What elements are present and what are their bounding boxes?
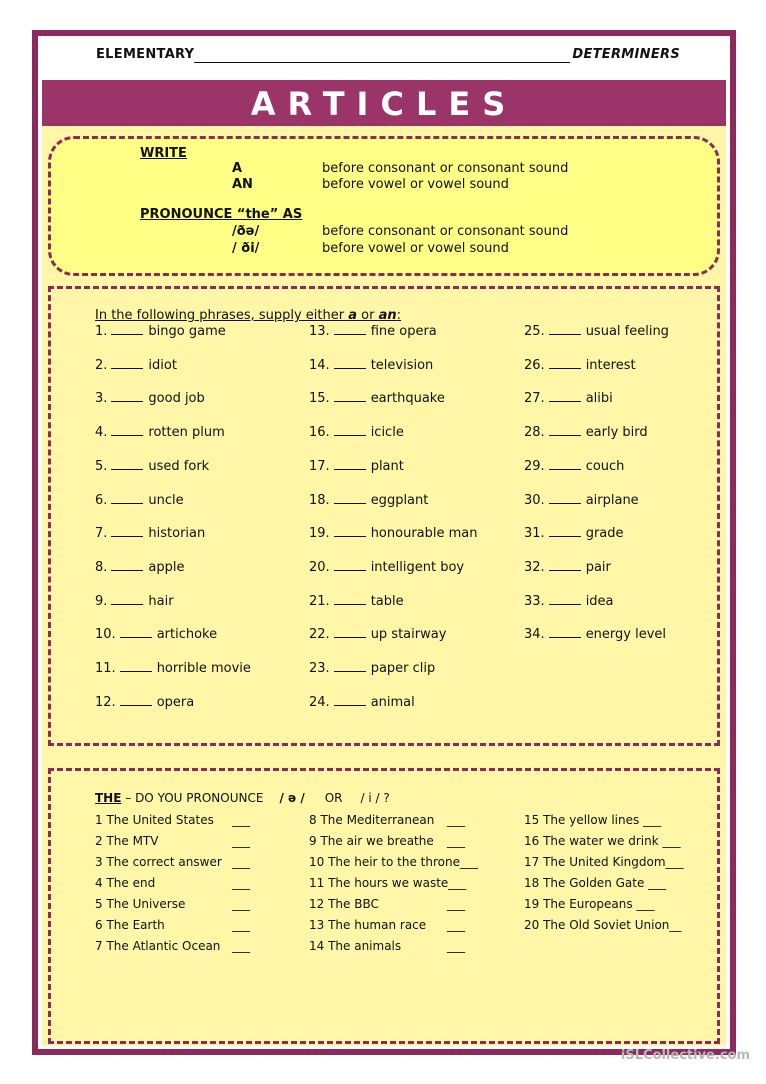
the-item: 14 The animals [309, 939, 402, 953]
rule-form: AN [232, 177, 253, 192]
answer-blank[interactable] [334, 560, 366, 571]
item-phrase: intelligent boy [370, 559, 465, 575]
exercise-item [524, 526, 624, 541]
item-phrase: early bird [585, 425, 648, 441]
answer-blank[interactable] [334, 425, 366, 436]
exercise-item [309, 324, 437, 339]
answer-blank[interactable] [549, 324, 581, 335]
answer-blank[interactable]: ___ [232, 918, 250, 932]
exercise-item [524, 594, 614, 609]
item-phrase: hair [148, 593, 174, 609]
exercise-item [309, 358, 433, 373]
item-number: 3. [95, 391, 108, 407]
rule-desc: before vowel or vowel sound [322, 177, 509, 192]
item-phrase: idiot [148, 357, 177, 373]
item-number: 22. [309, 627, 330, 643]
the-item: 18 The Golden Gate ___ [524, 876, 667, 890]
item-phrase: uncle [148, 492, 184, 508]
answer-blank[interactable] [549, 627, 581, 638]
item-number: 23. [309, 661, 330, 676]
answer-blank[interactable] [334, 391, 366, 402]
item-number: 27. [524, 391, 545, 407]
the-item: 17 The United Kingdom___ [524, 855, 684, 869]
answer-blank[interactable] [111, 459, 143, 470]
answer-blank[interactable] [111, 324, 143, 335]
answer-blank[interactable] [111, 526, 143, 537]
item-phrase: up stairway [370, 627, 447, 643]
exercise-item [95, 560, 185, 575]
answer-blank[interactable]: ___ [232, 897, 250, 911]
rule-form: / ði/ [232, 241, 260, 256]
item-number: 1. [95, 324, 108, 339]
answer-blank[interactable]: ___ [447, 813, 465, 827]
the-item: 10 The heir to the throne___ [309, 855, 478, 869]
item-phrase: eggplant [370, 492, 429, 508]
item-phrase: good job [148, 391, 205, 407]
the-item: 20 The Old Soviet Union__ [524, 918, 682, 932]
the-item: 5 The Universe [95, 897, 186, 911]
item-number: 21. [309, 593, 330, 609]
topic-label: DETERMINERS [572, 47, 680, 62]
item-phrase: used fork [148, 458, 210, 474]
item-phrase: earthquake [370, 391, 445, 407]
item-number: 20. [309, 559, 330, 575]
item-phrase: apple [148, 559, 185, 575]
answer-blank[interactable] [549, 391, 581, 402]
item-phrase: rotten plum [148, 425, 225, 441]
answer-blank[interactable] [334, 594, 366, 605]
exercise-item [524, 425, 648, 440]
a-an-exercise-box [48, 286, 720, 746]
the-item: 19 The Europeans ___ [524, 897, 655, 911]
item-number: 26. [524, 357, 545, 373]
answer-blank[interactable] [549, 594, 581, 605]
answer-blank[interactable] [334, 695, 366, 706]
item-number: 18. [309, 492, 330, 508]
item-phrase: interest [585, 357, 636, 373]
exercise-item [524, 627, 666, 642]
item-number: 33. [524, 593, 545, 609]
answer-blank[interactable] [334, 493, 366, 504]
worksheet-header [42, 40, 726, 80]
answer-blank[interactable] [549, 560, 581, 571]
item-phrase: idea [585, 593, 614, 609]
item-phrase: table [370, 593, 404, 609]
exercise-item [95, 493, 184, 508]
item-number: 29. [524, 458, 545, 474]
answer-blank[interactable]: ___ [232, 834, 250, 848]
answer-blank[interactable]: ___ [232, 855, 250, 869]
write-heading: WRITE [140, 146, 187, 161]
the-item: 1 The United States [95, 813, 214, 827]
item-phrase: airplane [585, 492, 639, 508]
exercise-item [309, 594, 404, 609]
item-number: 8. [95, 559, 108, 575]
item-phrase: historian [148, 526, 206, 542]
the-item: 4 The end [95, 876, 156, 890]
answer-blank[interactable] [549, 526, 581, 537]
the-item: 3 The correct answer [95, 855, 222, 869]
rule-form: /ðə/ [232, 224, 260, 239]
answer-blank[interactable] [549, 493, 581, 504]
answer-blank[interactable] [334, 526, 366, 537]
level-label: ELEMENTARY [96, 47, 195, 62]
the-item: 11 The hours we waste___ [309, 876, 467, 890]
exercise-item [524, 358, 636, 373]
item-phrase: couch [585, 458, 625, 474]
answer-blank[interactable] [120, 627, 152, 638]
item-phrase: plant [370, 458, 404, 474]
exercise-item [95, 391, 205, 406]
item-number: 2. [95, 357, 108, 373]
exercise-item [524, 459, 624, 474]
exercise-item [309, 493, 428, 508]
item-number: 17. [309, 458, 330, 474]
answer-blank[interactable] [549, 358, 581, 369]
item-number: 32. [524, 559, 545, 575]
the-item: 7 The Atlantic Ocean [95, 939, 221, 953]
answer-blank[interactable] [111, 425, 143, 436]
exercise-item [309, 425, 404, 440]
exercise-item [95, 459, 209, 474]
exercise-item [95, 661, 251, 676]
item-number: 15. [309, 391, 330, 407]
exercise-item [524, 560, 611, 575]
item-phrase: usual feeling [585, 324, 669, 339]
item-number: 7. [95, 526, 108, 542]
the-item: 2 The MTV [95, 834, 159, 848]
item-phrase: grade [585, 526, 624, 542]
item-number: 31. [524, 526, 545, 542]
exercise-item [95, 324, 226, 339]
the-item: 13 The human race [309, 918, 427, 932]
item-number: 24. [309, 694, 330, 710]
item-phrase: horrible movie [156, 661, 251, 676]
item-phrase: television [370, 357, 434, 373]
exercise-item [309, 661, 435, 676]
answer-blank[interactable] [334, 627, 366, 638]
item-phrase: alibi [585, 391, 613, 407]
item-number: 34. [524, 627, 545, 643]
the-item: 16 The water we drink ___ [524, 834, 681, 848]
answer-blank[interactable]: ___ [447, 939, 465, 953]
exercise-item [524, 391, 613, 406]
item-number: 14. [309, 357, 330, 373]
exercise-item [95, 627, 217, 642]
answer-blank[interactable]: ___ [447, 897, 465, 911]
item-number: 5. [95, 458, 108, 474]
item-phrase: animal [370, 694, 415, 710]
answer-blank[interactable]: ___ [232, 876, 250, 890]
exercise-item [309, 459, 404, 474]
answer-blank[interactable] [111, 594, 143, 605]
item-number: 25. [524, 324, 545, 339]
item-number: 4. [95, 425, 108, 441]
watermark: iSLCollective.com [620, 1048, 750, 1063]
answer-blank[interactable] [120, 661, 152, 672]
exercise-item [524, 493, 639, 508]
answer-blank[interactable] [334, 459, 366, 470]
answer-blank[interactable] [111, 560, 143, 571]
exercise2-heading: THE – DO YOU PRONOUNCE / ə / OR / i / ? [95, 791, 390, 805]
answer-blank[interactable] [111, 493, 143, 504]
title-bar [42, 80, 726, 130]
answer-blank[interactable] [111, 391, 143, 402]
item-phrase: paper clip [370, 661, 436, 676]
exercise-item [95, 425, 225, 440]
the-item: 6 The Earth [95, 918, 165, 932]
item-number: 19. [309, 526, 330, 542]
answer-blank[interactable] [334, 324, 366, 335]
item-phrase: pair [585, 559, 611, 575]
item-phrase: opera [156, 694, 195, 710]
answer-blank[interactable]: ___ [232, 813, 250, 827]
item-phrase: bingo game [148, 324, 226, 339]
item-phrase: energy level [585, 627, 667, 643]
exercise-item [309, 526, 478, 541]
rule-desc: before vowel or vowel sound [322, 241, 509, 256]
pronounce-heading: PRONOUNCE “the” AS [140, 207, 303, 222]
the-item: 12 The BBC [309, 897, 379, 911]
item-phrase: fine opera [370, 324, 437, 339]
exercise-item [309, 627, 446, 642]
item-number: 16. [309, 425, 330, 441]
item-number: 28. [524, 425, 545, 441]
answer-blank[interactable]: ___ [232, 939, 250, 953]
exercise-item [95, 358, 177, 373]
exercise-item [309, 560, 464, 575]
name-line [194, 62, 570, 63]
page-title: ARTICLES [250, 85, 518, 123]
item-phrase: artichoke [156, 627, 218, 643]
exercise-item [95, 695, 194, 710]
the-item: 8 The Mediterranean [309, 813, 435, 827]
exercise-item [309, 695, 415, 710]
item-number: 12. [95, 694, 116, 710]
answer-blank[interactable]: ___ [447, 834, 465, 848]
answer-blank[interactable] [111, 358, 143, 369]
answer-blank[interactable]: ___ [447, 918, 465, 932]
answer-blank[interactable] [334, 358, 366, 369]
item-number: 13. [309, 324, 330, 339]
item-number: 9. [95, 593, 108, 609]
exercise-item [95, 594, 174, 609]
item-number: 6. [95, 492, 108, 508]
exercise-item [95, 526, 205, 541]
rule-form: A [232, 161, 243, 176]
rule-desc: before consonant or consonant sound [322, 161, 569, 176]
exercise-item [309, 391, 445, 406]
the-item: 9 The air we breathe [309, 834, 434, 848]
answer-blank[interactable] [549, 459, 581, 470]
answer-blank[interactable] [120, 695, 152, 706]
item-number: 10. [95, 627, 116, 643]
answer-blank[interactable] [549, 425, 581, 436]
item-number: 11. [95, 661, 116, 676]
item-phrase: honourable man [370, 526, 478, 542]
rule-desc: before consonant or consonant sound [322, 224, 569, 239]
answer-blank[interactable] [334, 661, 366, 672]
the-item: 15 The yellow lines ___ [524, 813, 662, 827]
item-number: 30. [524, 492, 545, 508]
exercise-item [524, 324, 669, 339]
item-phrase: icicle [370, 425, 404, 441]
exercise1-instruction: In the following phrases, supply either a or an: [95, 308, 402, 323]
